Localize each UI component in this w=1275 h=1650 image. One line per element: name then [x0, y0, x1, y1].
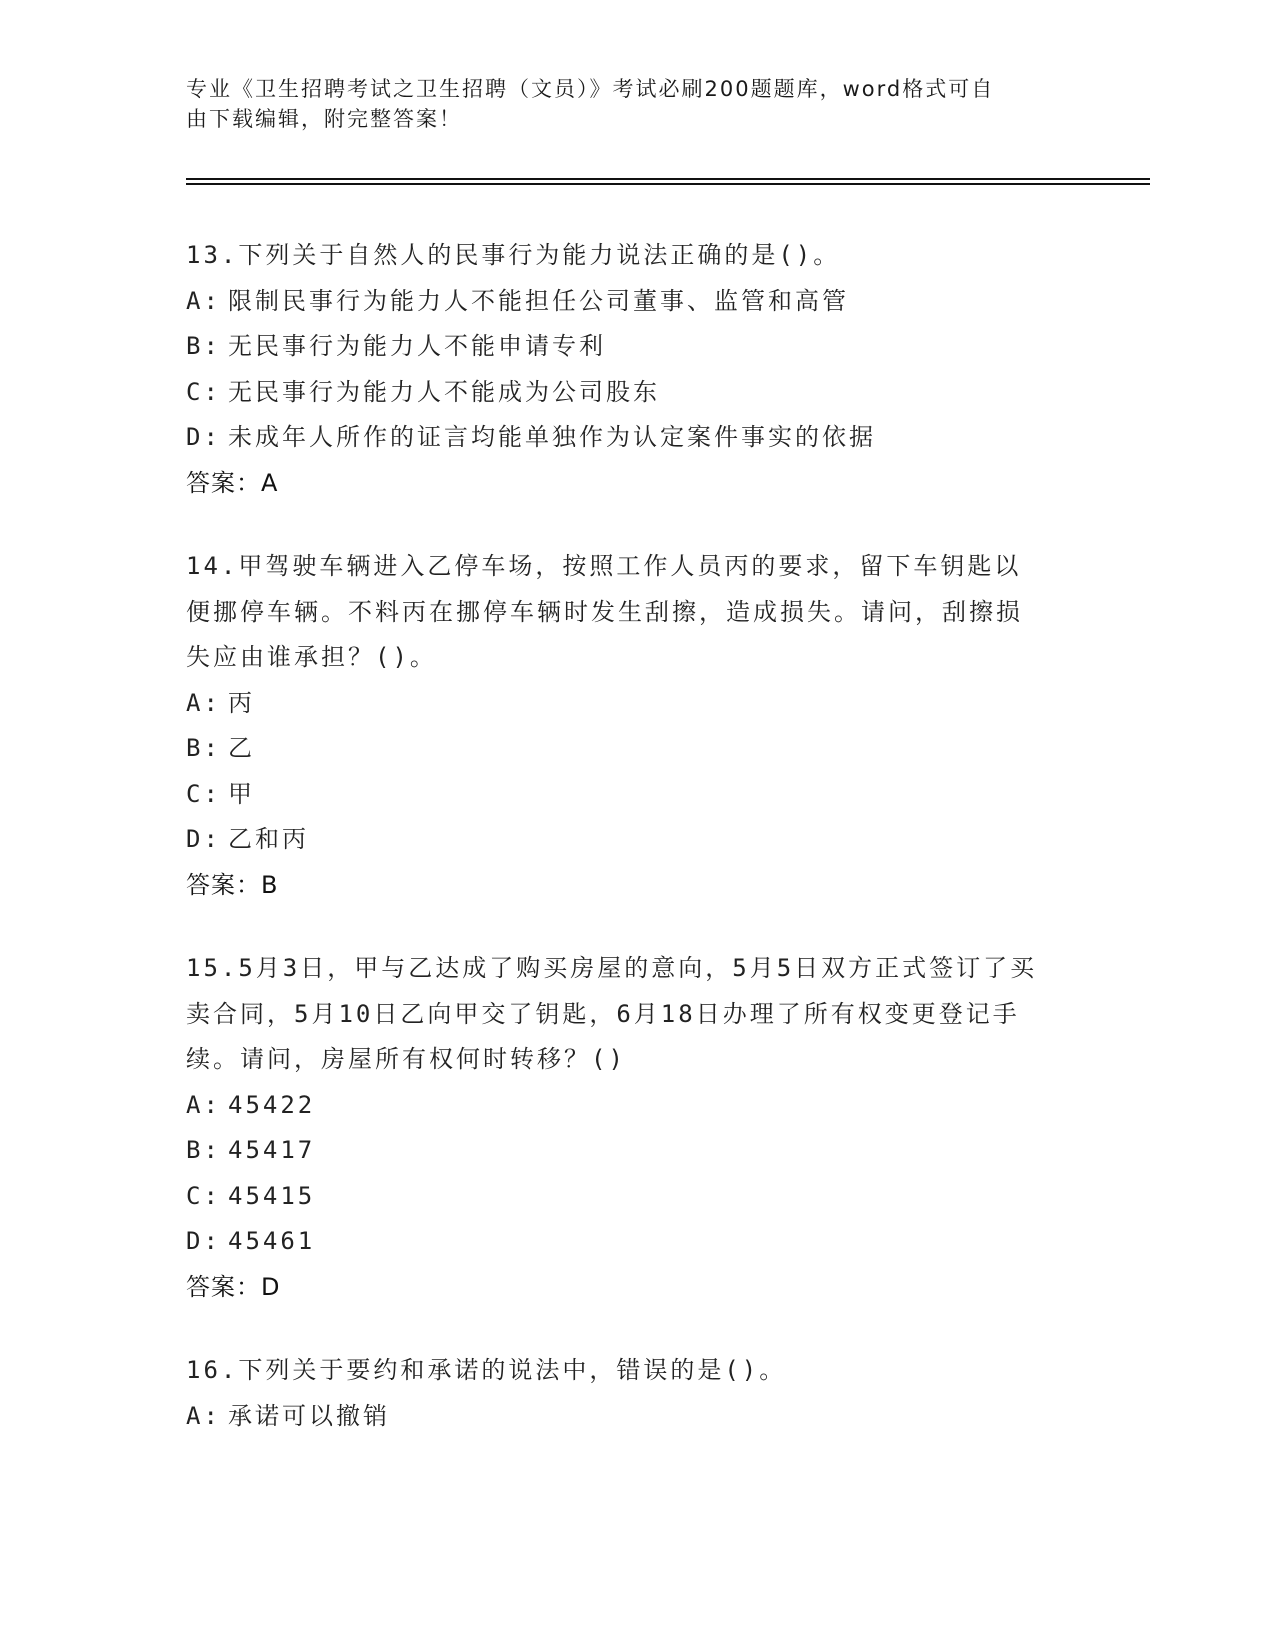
header-title-line-2: 由下载编辑，附完整答案！ [186, 107, 462, 131]
answer-line: 答案：A [186, 468, 279, 497]
option-text: 45417 [228, 1136, 316, 1164]
option-text: 无民事行为能力人不能成为公司股东 [228, 377, 660, 406]
option-b [186, 726, 1086, 772]
option-label: D: [186, 423, 221, 451]
option-text: 无民事行为能力人不能申请专利 [228, 332, 606, 360]
option-a [186, 1083, 1086, 1129]
question-15 [186, 946, 1086, 1310]
option-label: A: [186, 286, 221, 315]
option-label: C: [186, 1181, 221, 1210]
header-divider-bottom [186, 183, 1150, 185]
option-a [186, 279, 1086, 325]
answer-line: 答案：D [186, 1272, 281, 1301]
option-text: 未成年人所作的证言均能单独作为认定案件事实的依据 [228, 423, 876, 451]
option-label: D: [186, 825, 221, 853]
question-stem: 14.甲驾驶车辆进入乙停车场，按照工作人员丙的要求，留下车钥匙以便挪停车辆。不料丙在挪停车辆时发生刮擦，造成损失。请问，刮擦损失应由谁承担？()。 [186, 552, 1023, 671]
question-13 [186, 233, 1086, 506]
option-text: 45415 [228, 1181, 316, 1210]
header-title-line-1: 专业《卫生招聘考试之卫生招聘（文员）》考试必刷200题题库，word格式可自 [186, 77, 995, 101]
header-divider-top [186, 178, 1150, 180]
option-label: B: [186, 1136, 221, 1164]
option-label: A: [186, 688, 221, 717]
question-16 [186, 1348, 1086, 1439]
option-text: 乙 [228, 734, 255, 762]
option-label: B: [186, 734, 221, 762]
question-stem: 15.5月3日，甲与乙达成了购买房屋的意向，5月5日双方正式签订了买卖合同，5月10日乙向甲交了钥匙，6月18日办理了所有权变更登记手续。请问，房屋所有权何时转移？() [186, 954, 1038, 1073]
option-b [186, 324, 1086, 370]
option-label: B: [186, 332, 221, 360]
option-text: 限制民事行为能力人不能担任公司董事、监管和高管 [228, 286, 849, 315]
option-d [186, 817, 1086, 863]
option-text: 甲 [228, 779, 255, 808]
option-text: 45422 [228, 1090, 316, 1119]
document-header [186, 74, 1066, 134]
option-c [186, 370, 1086, 416]
option-text: 丙 [228, 688, 255, 717]
option-text: 45461 [228, 1227, 316, 1255]
question-list [186, 233, 1086, 1477]
option-label: C: [186, 377, 221, 406]
option-d [186, 415, 1086, 461]
option-label: A: [186, 1090, 221, 1119]
question-stem: 16.下列关于要约和承诺的说法中，错误的是()。 [186, 1356, 787, 1384]
option-label: A: [186, 1401, 221, 1430]
option-b [186, 1128, 1086, 1174]
option-a [186, 681, 1086, 727]
option-label: D: [186, 1227, 221, 1255]
option-c [186, 772, 1086, 818]
option-text: 承诺可以撤销 [228, 1401, 390, 1430]
option-c [186, 1174, 1086, 1220]
question-14 [186, 544, 1086, 908]
answer-line: 答案：B [186, 870, 279, 899]
option-text: 乙和丙 [228, 825, 309, 853]
option-label: C: [186, 779, 221, 808]
option-d [186, 1219, 1086, 1265]
question-stem: 13.下列关于自然人的民事行为能力说法正确的是()。 [186, 241, 841, 269]
option-a [186, 1394, 1086, 1440]
